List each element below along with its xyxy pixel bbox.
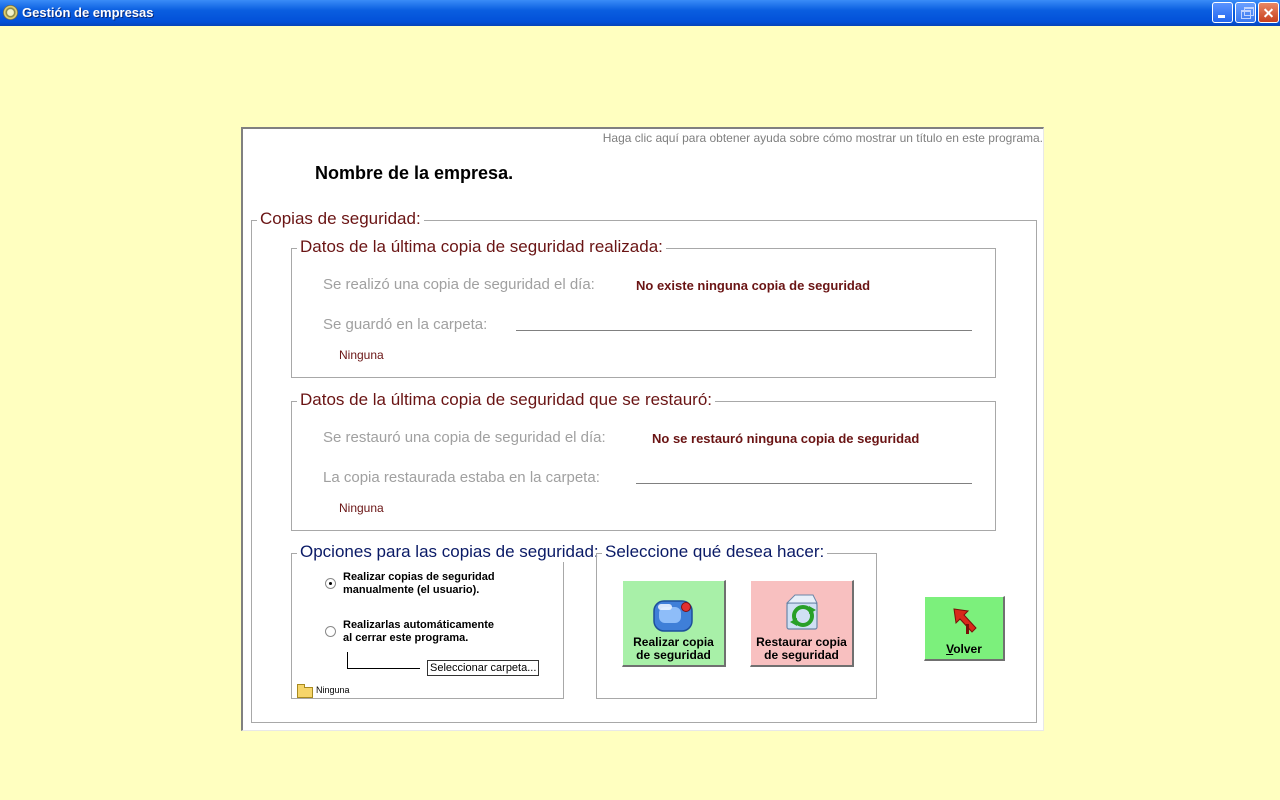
make-backup-line2: de seguridad <box>636 648 711 662</box>
close-button[interactable] <box>1258 2 1279 23</box>
backup-date-value: No existe ninguna copia de seguridad <box>636 278 871 293</box>
help-title-link[interactable]: Haga clic aquí para obtener ayuda sobre cómo mostrar un título en este programa. <box>602 131 1043 145</box>
restore-icon <box>779 589 825 633</box>
backup-folder-line <box>516 330 972 331</box>
backup-date-label: Se realizó una copia de seguridad el día: <box>323 276 595 293</box>
options-folder-value: Ninguna <box>316 685 350 695</box>
actions-frame <box>596 542 877 699</box>
company-name: Nombre de la empresa. <box>315 163 514 183</box>
backup-folder-label: Se guardó en la carpeta: <box>323 316 488 333</box>
restore-backup-button[interactable] <box>750 580 854 667</box>
minimize-button[interactable] <box>1212 2 1233 23</box>
restore-folder-line <box>636 483 972 484</box>
restore-date-value: No se restauró ninguna copia de seguridad <box>652 431 920 446</box>
make-backup-button[interactable] <box>622 580 726 667</box>
backup-options-frame-title: Opciones para las copias de seguridad: <box>297 542 602 562</box>
last-backup-frame <box>291 237 996 378</box>
backup-folder-value: Ninguna <box>339 348 384 362</box>
auto-backup-radio[interactable] <box>325 626 336 637</box>
restore-folder-value: Ninguna <box>339 501 384 515</box>
manual-backup-line1: Realizar copias de seguridad <box>343 571 495 583</box>
volver-rest: olver <box>953 642 982 656</box>
actions-frame-title: Seleccione qué desea hacer: <box>602 542 827 562</box>
make-backup-line1: Realizar copia <box>633 635 714 649</box>
manual-backup-label[interactable] <box>343 571 495 597</box>
restore-backup-line1: Restaurar copia <box>756 635 847 649</box>
make-backup-label <box>623 636 724 662</box>
main-panel <box>241 127 1044 731</box>
last-restore-frame <box>291 390 996 531</box>
volver-accel: V <box>946 642 954 656</box>
restore-backup-label <box>751 636 852 662</box>
title-bar[interactable] <box>0 0 1280 26</box>
backup-icon <box>651 593 697 635</box>
volver-button[interactable] <box>924 596 1005 661</box>
volver-label <box>925 642 1003 656</box>
restore-backup-line2: de seguridad <box>764 648 839 662</box>
auto-backup-line2: al cerrar este programa. <box>343 632 469 644</box>
window-title: Gestión de empresas <box>22 5 154 20</box>
select-folder-button[interactable]: Seleccionar carpeta... <box>427 660 539 676</box>
manual-backup-radio[interactable] <box>325 578 336 589</box>
backups-frame <box>251 209 1037 723</box>
restore-date-label: Se restauró una copia de seguridad el día: <box>323 429 606 446</box>
auto-backup-line1: Realizarlas automáticamente <box>343 619 495 631</box>
auto-backup-label[interactable] <box>343 619 494 645</box>
backups-frame-title: Copias de seguridad: <box>257 209 424 229</box>
back-arrow-icon <box>950 606 980 636</box>
app-icon[interactable] <box>3 5 18 20</box>
last-backup-frame-title: Datos de la última copia de seguridad realizada: <box>297 237 666 257</box>
manual-backup-line2: manualmente (el usuario). <box>343 584 480 596</box>
restore-folder-label: La copia restaurada estaba en la carpeta: <box>323 469 600 486</box>
backup-options-frame <box>291 542 599 699</box>
restore-button[interactable] <box>1235 2 1256 23</box>
folder-icon <box>297 687 313 698</box>
last-restore-frame-title: Datos de la última copia de seguridad que se restauró: <box>297 390 715 410</box>
folder-connector <box>347 652 420 669</box>
